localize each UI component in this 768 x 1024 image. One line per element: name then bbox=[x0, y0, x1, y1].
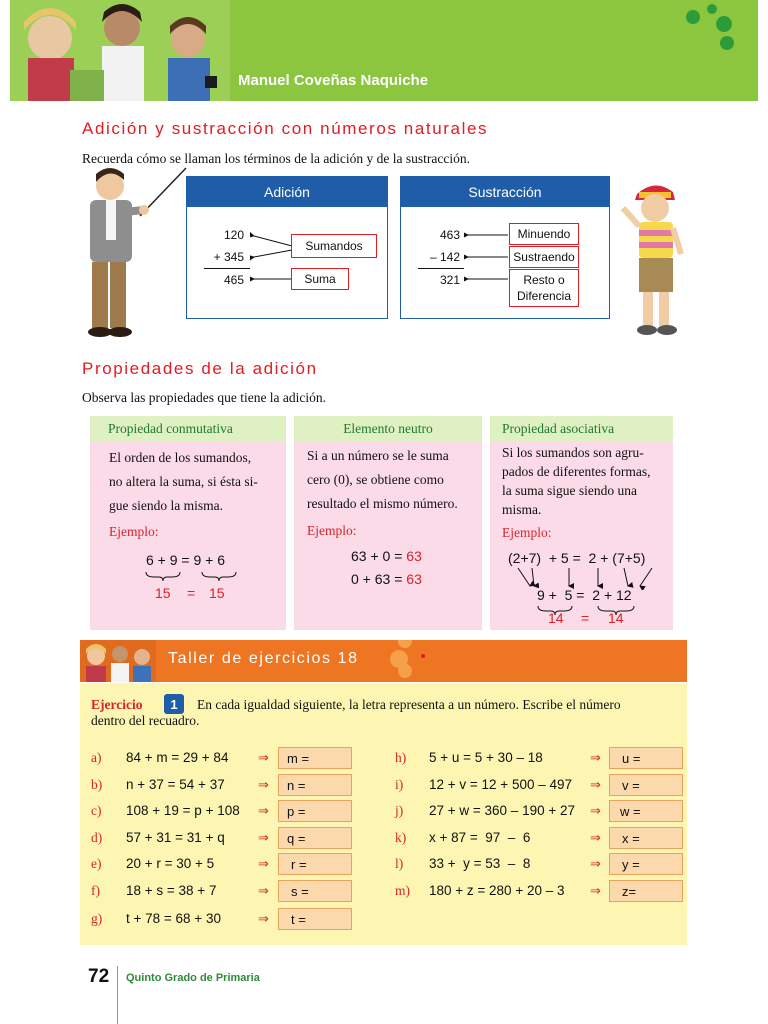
card-conmutativa-text bbox=[109, 446, 258, 518]
section-title-propiedades: Propiedades de la adición bbox=[82, 359, 318, 378]
answer-box[interactable]: r = bbox=[278, 853, 352, 875]
label-sustraendo: Sustraendo bbox=[509, 246, 579, 268]
exercise-equation: n + 37 = 54 + 37 bbox=[126, 777, 225, 792]
sustraccion-rule bbox=[418, 268, 464, 269]
decor-dot bbox=[707, 4, 717, 14]
answer-box[interactable]: s = bbox=[278, 880, 352, 902]
implies-arrow-icon: ⇒ bbox=[590, 804, 601, 819]
card-asociativa-result-right: 14 bbox=[608, 610, 624, 626]
label-resto: Resto o bbox=[523, 272, 565, 287]
exercise-equation: 33 + y = 53 – 8 bbox=[429, 856, 531, 871]
card-conmutativa-equation: 6 + 9 = 9 + 6 bbox=[146, 552, 226, 568]
answer-box[interactable]: n = bbox=[278, 774, 352, 796]
footer-text: Quinto Grado de Primaria bbox=[126, 972, 260, 984]
card-conmutativa-result-left: 15 bbox=[155, 585, 171, 601]
implies-arrow-icon: ⇒ bbox=[258, 751, 269, 766]
card-asociativa-equation-2: 9 + 5 = 2 + 12 bbox=[537, 587, 632, 603]
exercise-letter: a) bbox=[91, 750, 102, 765]
card-asociativa-text bbox=[502, 443, 650, 519]
card-conmutativa-result-right: 15 bbox=[209, 585, 225, 601]
text-line: resultado el mismo número. bbox=[307, 496, 458, 511]
implies-arrow-icon: ⇒ bbox=[258, 778, 269, 793]
answer-box[interactable]: u = bbox=[609, 747, 683, 769]
sustraccion-sustraendo: – 142 bbox=[429, 250, 460, 264]
exercise-letter: b) bbox=[91, 777, 103, 792]
label-resto-diferencia bbox=[509, 269, 579, 307]
header-author: Manuel Coveñas Naquiche bbox=[238, 72, 429, 89]
label-sumandos: Sumandos bbox=[291, 234, 377, 258]
ejercicio-instruction: En cada igualdad siguiente, la letra representa a un número. Escribe el número bbox=[197, 697, 621, 712]
adicion-header: Adición bbox=[187, 177, 387, 207]
page-number: 72 bbox=[88, 966, 110, 987]
exercise-equation: x + 87 = 97 – 6 bbox=[429, 830, 531, 845]
equation-text: 63 + 0 = bbox=[351, 548, 407, 564]
card-asociativa-result-equals: = bbox=[581, 610, 590, 626]
card-conmutativa-braces bbox=[144, 570, 238, 582]
implies-arrow-icon: ⇒ bbox=[590, 857, 601, 872]
implies-arrow-icon: ⇒ bbox=[590, 884, 601, 899]
sustraccion-arrows bbox=[464, 228, 510, 284]
ejercicio-instruction-2: dentro del recuadro. bbox=[91, 713, 200, 728]
card-neutro-equation-1 bbox=[351, 548, 422, 564]
card-asociativa-result-left: 14 bbox=[548, 610, 564, 626]
text-line: misma. bbox=[502, 502, 542, 517]
header-bullet bbox=[205, 76, 217, 88]
answer-box[interactable]: p = bbox=[278, 800, 352, 822]
adicion-addend-2: + 345 bbox=[213, 250, 244, 264]
exercise-letter: h) bbox=[395, 750, 407, 765]
equation-result: 63 bbox=[406, 571, 422, 587]
card-asociativa-ejemplo-label: Ejemplo: bbox=[502, 525, 552, 540]
adicion-sum: 465 bbox=[223, 273, 244, 287]
card-neutro-header: Elemento neutro bbox=[294, 416, 482, 442]
exercise-letter: m) bbox=[395, 883, 410, 898]
implies-arrow-icon: ⇒ bbox=[590, 778, 601, 793]
exercise-letter: e) bbox=[91, 856, 102, 871]
answer-box[interactable]: m = bbox=[278, 747, 352, 769]
implies-arrow-icon: ⇒ bbox=[590, 831, 601, 846]
sustraccion-header: Sustracción bbox=[401, 177, 609, 207]
answer-box[interactable]: q = bbox=[278, 827, 352, 849]
teacher-illustration bbox=[80, 166, 190, 338]
exercise-letter: k) bbox=[395, 830, 407, 845]
taller-title: Taller de ejercicios 18 bbox=[168, 650, 359, 667]
card-neutro-equation-2 bbox=[351, 571, 422, 587]
answer-box[interactable]: t = bbox=[278, 908, 352, 930]
card-neutro-ejemplo-label: Ejemplo: bbox=[307, 523, 357, 538]
adicion-arrows bbox=[250, 228, 294, 284]
answer-box[interactable]: z= bbox=[609, 880, 683, 902]
exercise-letter: i) bbox=[395, 777, 404, 792]
label-minuendo: Minuendo bbox=[509, 223, 579, 245]
section-intro-propiedades: Observa las propiedades que tiene la adición. bbox=[82, 390, 327, 405]
exercise-equation: 84 + m = 29 + 84 bbox=[126, 750, 229, 765]
implies-arrow-icon: ⇒ bbox=[258, 884, 269, 899]
exercise-letter: f) bbox=[91, 883, 100, 898]
label-diferencia: Diferencia bbox=[516, 289, 572, 303]
text-line: gue siendo la misma. bbox=[109, 498, 223, 513]
exercise-equation: t + 78 = 68 + 30 bbox=[126, 911, 221, 926]
card-asociativa-equation-1: (2+7) + 5 = 2 + (7+5) bbox=[508, 550, 646, 566]
card-neutro-text bbox=[307, 444, 458, 516]
label-suma: Suma bbox=[291, 268, 349, 290]
exercise-letter: j) bbox=[395, 803, 404, 818]
text-line: pados de diferentes formas, bbox=[502, 464, 651, 479]
answer-box[interactable]: w = bbox=[609, 800, 683, 822]
exercise-equation: 20 + r = 30 + 5 bbox=[126, 856, 215, 871]
exercise-equation: 18 + s = 38 + 7 bbox=[126, 883, 217, 898]
answer-box[interactable]: y = bbox=[609, 853, 683, 875]
exercise-letter: c) bbox=[91, 803, 102, 818]
implies-arrow-icon: ⇒ bbox=[590, 751, 601, 766]
header-children-photo bbox=[10, 0, 230, 101]
decor-dot bbox=[421, 654, 425, 658]
ejercicio-number-badge: 1 bbox=[164, 694, 184, 714]
decor-dot bbox=[716, 16, 732, 32]
text-line: Si a un número se le suma bbox=[307, 448, 449, 463]
exercise-letter: g) bbox=[91, 911, 103, 926]
decor-circle bbox=[398, 640, 412, 648]
card-asociativa-header: Propiedad asociativa bbox=[490, 416, 673, 442]
card-conmutativa-ejemplo-label: Ejemplo: bbox=[109, 524, 159, 539]
section-title-adicion: Adición y sustracción con números naturales bbox=[82, 119, 489, 138]
footer-divider bbox=[117, 966, 118, 1024]
exercise-equation: 57 + 31 = 31 + q bbox=[126, 830, 225, 845]
decor-dot bbox=[720, 36, 734, 50]
decor-dot bbox=[686, 10, 700, 24]
boy-illustration bbox=[615, 180, 693, 340]
implies-arrow-icon: ⇒ bbox=[258, 912, 269, 927]
ejercicio-label: Ejercicio bbox=[91, 697, 143, 712]
answer-box[interactable]: v = bbox=[609, 774, 683, 796]
equation-result: 63 bbox=[406, 548, 422, 564]
card-conmutativa-result-equals: = bbox=[187, 585, 196, 601]
sustraccion-minuendo: 463 bbox=[439, 228, 460, 242]
decor-circle bbox=[398, 664, 412, 678]
exercise-letter: d) bbox=[91, 830, 103, 845]
equation-text: 0 + 63 = bbox=[351, 571, 407, 587]
text-line: Si los sumandos son agru- bbox=[502, 445, 644, 460]
text-line: no altera la suma, si ésta si- bbox=[109, 474, 258, 489]
exercise-equation: 108 + 19 = p + 108 bbox=[126, 803, 240, 818]
implies-arrow-icon: ⇒ bbox=[258, 857, 269, 872]
exercise-equation: 27 + w = 360 – 190 + 27 bbox=[429, 803, 575, 818]
exercise-equation: 180 + z = 280 + 20 – 3 bbox=[429, 883, 565, 898]
text-line: El orden de los sumandos, bbox=[109, 450, 252, 465]
card-conmutativa-header: Propiedad conmutativa bbox=[90, 416, 286, 442]
exercise-letter: l) bbox=[395, 856, 404, 871]
implies-arrow-icon: ⇒ bbox=[258, 831, 269, 846]
sustraccion-diferencia: 321 bbox=[439, 273, 460, 287]
text-line: cero (0), se obtiene como bbox=[307, 472, 444, 487]
taller-children-photo bbox=[80, 640, 156, 682]
section-intro-adicion: Recuerda cómo se llaman los términos de la adición y de la sustracción. bbox=[82, 151, 470, 166]
text-line: la suma sigue siendo una bbox=[502, 483, 637, 498]
exercise-equation: 12 + v = 12 + 500 – 497 bbox=[429, 777, 572, 792]
exercise-equation: 5 + u = 5 + 30 – 18 bbox=[429, 750, 543, 765]
adicion-rule bbox=[204, 268, 250, 269]
adicion-addend-1: 120 bbox=[223, 228, 244, 242]
answer-box[interactable]: x = bbox=[609, 827, 683, 849]
implies-arrow-icon: ⇒ bbox=[258, 804, 269, 819]
